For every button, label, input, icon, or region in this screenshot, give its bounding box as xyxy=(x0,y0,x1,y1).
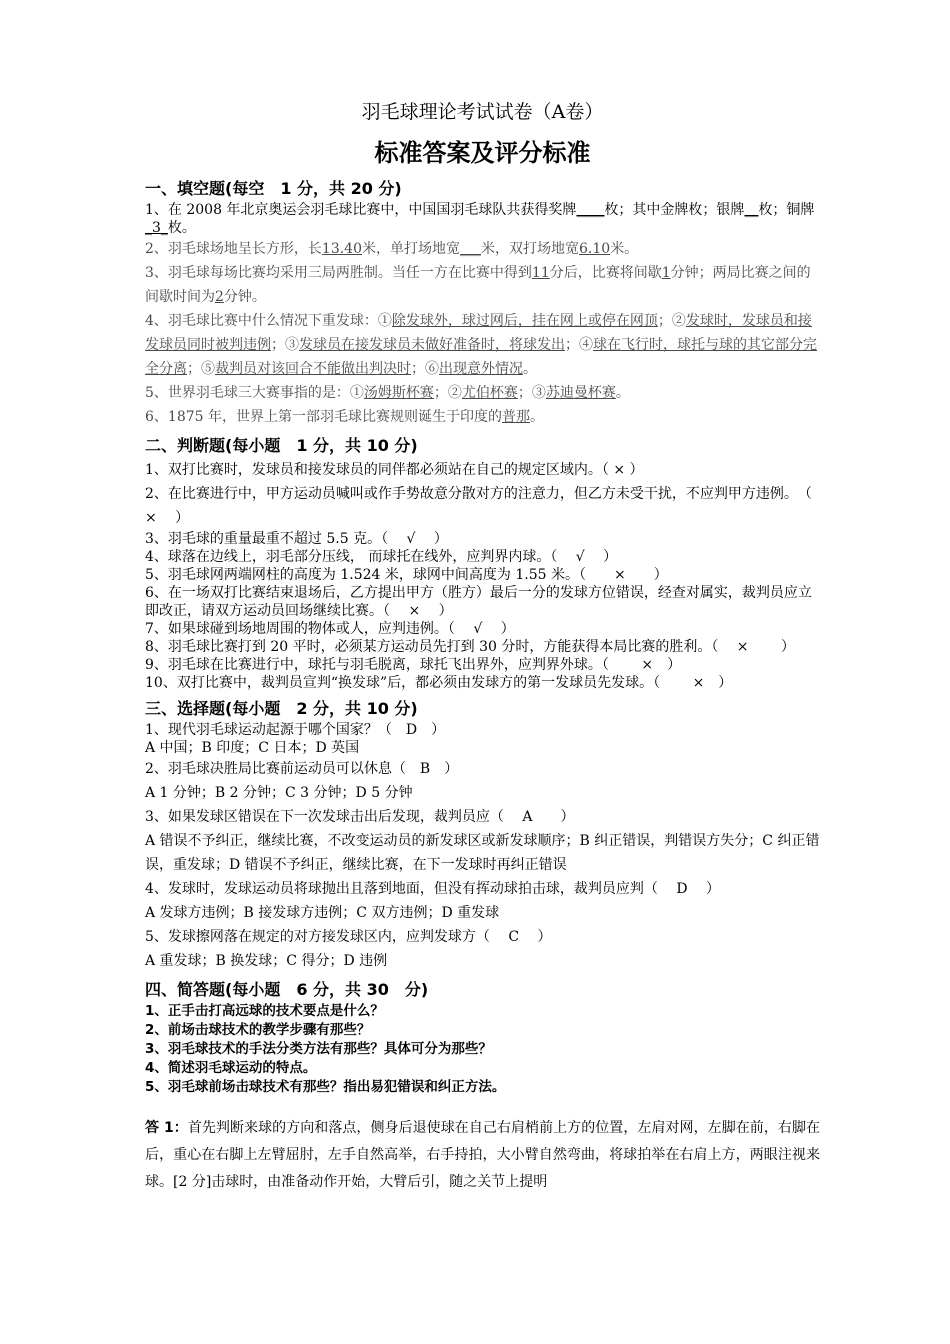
fill-question-6 xyxy=(145,405,820,429)
tf-question-2: 2、在比赛进行中，甲方运动员喊叫或作手势故意分散对方的注意力，但乙方未受干扰，不应判甲方违例。 （ × ） xyxy=(145,486,831,526)
mc-question-2: 2、羽毛球决胜局比赛前运动员可以休息（ B ） xyxy=(145,761,459,777)
fill-question-2 xyxy=(145,237,820,261)
text: 4、羽毛球比赛中什么情况下重发球：① xyxy=(145,313,392,329)
answer: 6.10 xyxy=(579,241,611,257)
answer-1 xyxy=(145,1115,820,1196)
answer: 13.40 xyxy=(321,241,363,257)
fill-question-1 xyxy=(145,201,820,237)
short-question-2: 2、前场击球技术的教学步骤有那些？ xyxy=(145,1022,371,1038)
blank: __ xyxy=(744,202,759,218)
answer: 发球员在接发球员未做好准备时，将球发出 xyxy=(299,337,565,353)
blank: ____ xyxy=(576,202,605,218)
text: 。 xyxy=(523,361,537,377)
short-question-1: 1、正手击打高远球的技术要点是什么？ xyxy=(145,1003,384,1019)
tf-question-6: 6、在一场双打比赛结束退场后，乙方提出甲方（胜方）最后一分的发球方位错误，经查对属实，裁判员应立即改正，请双方运动员回场继续比赛。（ × ） xyxy=(145,585,812,619)
tf-question-3: 3、羽毛球的重量最重不超过 5.5 克。（ √ ） xyxy=(145,531,448,547)
mc-options-5: A 重发球；B 换发球；C 得分；D 违例 xyxy=(145,953,388,969)
answer: 尤伯杯赛 xyxy=(461,385,518,401)
mc-options-2: A 1 分钟；B 2 分钟；C 3 分钟；D 5 分钟 xyxy=(145,785,413,801)
answer: _3_ xyxy=(145,220,168,236)
answer: 普那 xyxy=(502,409,530,425)
short-question-4: 4、简述羽毛球运动的特点。 xyxy=(145,1060,317,1076)
document-title: 羽毛球理论考试试卷（A卷） xyxy=(361,101,604,123)
text: 分钟；两局比赛之间的间歇时间为 xyxy=(145,265,811,305)
answer: 苏迪曼杯赛 xyxy=(545,385,616,401)
text: 米，单打场地宽 xyxy=(362,241,461,257)
section-heading-fill-in: 一、填空题(每空 1 分，共 20 分) xyxy=(145,179,402,198)
section-heading-short-answer: 四、简答题(每小题 6 分，共 30 分) xyxy=(145,980,429,999)
text: ；⑤ xyxy=(187,361,215,377)
tf-question-10: 10、双打比赛中，裁判员宣判“换发球”后，都必须由发球方的第一发球员先发球。（ × ） xyxy=(145,675,733,691)
fill-question-4 xyxy=(145,309,820,381)
answer: 球在飞行时，球托与球的其它部分完全分离 xyxy=(145,337,817,377)
mc-options-3: A 错误不予纠正，继续比赛，不改变运动员的新发球区或新发球顺序；B 纠正错误，判错误方失分；C 纠正错误，重发球；D 错误不予纠正，继续比赛，在下一发球时再纠正错误 xyxy=(145,833,820,873)
answer: 出现意外情况 xyxy=(439,361,523,377)
answer: 汤姆斯杯赛 xyxy=(363,385,434,401)
text: ；④ xyxy=(565,337,593,353)
mc-question-1: 1、现代羽毛球运动起源于哪个国家？（ D ） xyxy=(145,722,446,738)
fill-question-5 xyxy=(145,381,820,405)
mc-question-3: 3、如果发球区错误在下一次发球击出后发现，裁判员应（ A ） xyxy=(145,809,575,825)
section-heading-multiple-choice: 三、选择题(每小题 2 分，共 10 分) xyxy=(145,699,418,718)
answer: 1 xyxy=(661,265,671,281)
answer-text: 首先判断来球的方向和落点，侧身后退使球在自己右肩梢前上方的位置，左肩对网，左脚在前，右脚在后，重心在右脚上左臂屈肘，左手自然高举，右手持拍，大小臂自然弯曲，将球拍举在右肩上方，两眼注视来球。[2 分]击球时，由准备动作开始，大臂后引，随之关节上提明 xyxy=(145,1120,821,1190)
text: ；② xyxy=(433,385,462,401)
answer: 裁判员对该回合不能做出判决时 xyxy=(215,361,411,377)
tf-question-9: 9、羽毛球在比赛进行中，球托与羽毛脱离，球托飞出界外，应判界外球。（ × ） xyxy=(145,657,682,673)
tf-question-5: 5、羽毛球网两端网柱的高度为 1.524 米，球网中间高度为 1.55 米。（ × ） xyxy=(145,567,668,583)
text: 米。 xyxy=(610,241,639,257)
text: 枚；其中金牌枚；银牌 xyxy=(604,202,745,218)
text: 6、1875 年，世界上第一部羽毛球比赛规则诞生于印度的 xyxy=(145,409,502,425)
answer-label: 答 1： xyxy=(145,1120,188,1136)
tf-question-8: 8、羽毛球比赛打到 20 平时，必须某方运动员先打到 30 分时，方能获得本局比赛的胜利。（ × ） xyxy=(145,639,795,655)
text: 枚；铜牌 xyxy=(758,202,815,218)
text: 枚。 xyxy=(167,220,196,236)
answer: 2 xyxy=(215,289,224,305)
text: 分钟。 xyxy=(223,289,266,305)
text: 3、羽毛球每场比赛均采用三局两胜制。当任一方在比赛中得到 xyxy=(145,265,532,281)
text: ；③ xyxy=(517,385,546,401)
text: 5、世界羽毛球三大赛事指的是：① xyxy=(145,385,364,401)
answer: 发球时，发球员和接发球员同时被判违例 xyxy=(145,313,812,353)
text: 1、在 2008 年北京奥运会羽毛球比赛中，中国国羽毛球队共获得奖牌 xyxy=(145,202,577,218)
text: 。 xyxy=(615,385,630,401)
mc-options-1: A 中国；B 印度；C 日本；D 英国 xyxy=(145,740,360,756)
text: 2、羽毛球场地呈长方形，长 xyxy=(145,241,322,257)
text: ；⑥ xyxy=(411,361,439,377)
fill-question-3 xyxy=(145,261,820,309)
mc-question-4: 4、发球时，发球运动员将球抛出且落到地面，但没有挥动球拍击球，裁判员应判（ D ） xyxy=(145,881,721,897)
text: 分后，比赛将间歇 xyxy=(549,265,662,281)
answer: 11 xyxy=(531,265,550,281)
document-content xyxy=(145,98,831,1196)
blank: ___ xyxy=(460,241,482,257)
text: 。 xyxy=(530,409,544,425)
short-question-5: 5、羽毛球前场击球技术有那些？指出易犯错误和纠正方法。 xyxy=(145,1079,506,1095)
section-heading-true-false: 二、判断题(每小题 1 分，共 10 分) xyxy=(145,436,418,455)
document-subtitle: 标准答案及评分标准 xyxy=(374,138,591,167)
text: ；② xyxy=(657,313,686,329)
mc-options-4: A 发球方违例；B 接发球方违例；C 双方违例；D 重发球 xyxy=(145,905,500,921)
short-question-3: 3、羽毛球技术的手法分类方法有那些？具体可分为那些？ xyxy=(145,1041,492,1057)
text: ；③ xyxy=(271,337,299,353)
text: 米，双打场地宽 xyxy=(481,241,580,257)
tf-question-1: 1、双打比赛时，发球员和接发球员的同伴都必须站在自己的规定区域内。（ × ） xyxy=(145,462,644,478)
tf-question-4: 4、球落在边线上，羽毛部分压线， 而球托在线外，应判界内球。（ √ ） xyxy=(145,549,618,565)
mc-question-5: 5、发球擦网落在规定的对方接发球区内，应判发球方（ C ） xyxy=(145,929,552,945)
answer: 除发球外，球过网后，挂在网上或停在网顶 xyxy=(391,313,658,329)
tf-question-7: 7、如果球碰到场地周围的物体或人，应判违例。（ √ ） xyxy=(145,621,515,637)
